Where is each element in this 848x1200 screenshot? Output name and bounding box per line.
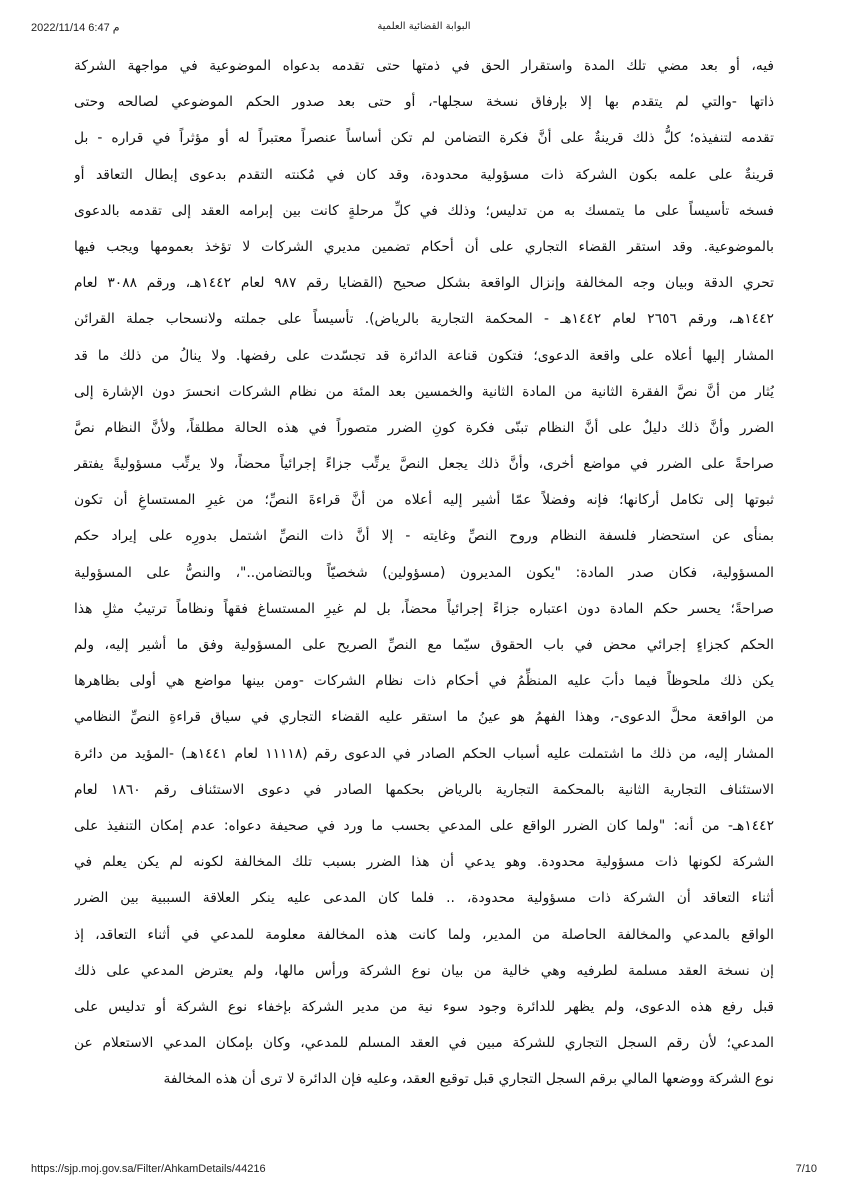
text-line: ١٤٤٢هـ، ورقم ٢٦٥٦ لعام ١٤٤٢هـ - المحكمة التجارية بالرياض). تأسيساً على جملته ولانسحاب جملة القرائن <box>74 311 774 328</box>
site-title: البوابة القضائية العلمية <box>377 21 471 32</box>
text-line: المشار إليها أعلاه على واقعة الدعوى؛ فتكون قناعة الدائرة قد تجسّدت على رفضها. ولا ينالُ من ذلك ما قد <box>74 347 774 364</box>
text-line: أثناء التعاقد أن الشركة ذات مسؤولية محدودة، .. فلما كان المدعى عليه ينكر العلاقة السببية بين الضرر <box>74 890 774 907</box>
text-line: إن نسخة العقد مسلمة لطرفيه وهي خالية من بيان نوع الشركة ورأس مالها، ولم يعترض المدعي على ذلك <box>74 962 774 979</box>
text-line: بمنأى عن استحضار فلسفة النظام وروح النصِّ وغايته - إلا أنَّ ذات النصِّ اشتمل بدورِه على إيراد حكم <box>74 528 774 545</box>
text-line: الحكم كجزاءٍ إجرائي محض في باب الحقوق سيّما مع النصِّ الصريح على المسؤولية وفق ما أشير إليه، ولم <box>74 637 774 653</box>
text-line: ذاتها -والتي لم يتقدم بها إلا بإرفاق نسخة سجلها-، أو حتى بعد صدور الحكم الموضوعي لصالحه وحتى <box>74 94 774 111</box>
page-url[interactable]: https://sjp.moj.gov.sa/Filter/AhkamDetails/44216 <box>31 1163 266 1175</box>
text-line: ١٤٤٢هـ- من أنه: "ولما كان الضرر الواقع على المدعي بحسب ما ورد في صحيفة دعواه: عدم إمكان التنفيذ على <box>74 817 774 834</box>
text-line: قرينةٌ على علمه بكون الشركة ذات مسؤولية محدودة، وقد كان في مُكنته التقدم بدعوى إبطال التعاقد أو <box>74 166 774 183</box>
text-line: ثبوتها إلى تكامل أركانها؛ فإنه وفضلاً عمّا أشير إليه أعلاه من أنَّ قراءةَ النصِّ؛ من غيرِ المستساغِ أن تكون <box>74 492 774 509</box>
text-line: من الواقعة محلَّ الدعوى-، وهذا الفهمُ هو عينُ ما استقر عليه القضاء التجاري في سياق قراءةِ النصِّ النظامي <box>74 709 774 726</box>
text-line: بالموضوعية. وقد استقر القضاء التجاري على أن أحكام تضمين مديري الشركات لا تؤخذ بعمومها ويجب فيها <box>74 238 774 255</box>
text-line: يُثار من أنَّ نصَّ الفقرة الثانية من المادة الثانية والخمسين بعد المئة من نظام الشركات انحسرَ دون الإشارة إلى <box>74 383 774 400</box>
text-line: قبل رفع هذه الدعوى، ولم يظهر للدائرة وجود سوء نية من مدير الشركة بإخفاء نوع الشركة أو تدليس على <box>74 998 774 1015</box>
text-line: تحري الدقة وبيان وجه المخالفة وإنزال الواقعة بشكل صحيح (القضايا رقم ٩٨٧ لعام ١٤٤٢هـ، ورقم ٣٠٨٨ لعام <box>74 275 774 292</box>
print-datetime: 2022/11/14 6:47 م <box>31 22 120 34</box>
text-line: الواقع بالمدعي والمخالفة الحاصلة من المدير، ولما كانت هذه المخالفة معلومة للمدعي في أثناء التعاقد، إذ <box>74 926 774 943</box>
text-line: الشركة لكونها ذات مسؤولية محدودة. وهو يدعي أن هذا الضرر بسبب تلك المخالفة لكونه لم يكن يعلم في <box>74 854 774 871</box>
text-line: فيه، أو بعد مضي تلك المدة واستقرار الحق في ذمتها حتى تقدمه بدعواه الموضوعية في مواجهة الشركة <box>74 58 774 74</box>
text-line: فسخه تأسيساً على ما يتمسك به من تدليس؛ وذلك في كلِّ مرحلةٍ كانت بين إبرامه العقد إلى تقدمه بالدعوى <box>74 202 774 219</box>
text-line: يكن ذلك ملحوظاً فيما دأبَ عليه المنظِّمُ في أحكام ذات نظام الشركات -ومن بينها مواضع هي أولى بظاهرها <box>74 673 774 690</box>
text-line: المدعي؛ لأن رقم السجل التجاري للشركة مبين في العقد المسلم للمدعي، وكان بإمكان المدعي الاستعلام عن <box>74 1035 774 1052</box>
text-line: صراحةً على الضرر في مواضع أخرى، وأنَّ ذلك يجعل النصَّ يرتِّب جزاءً إجرائياً محضاً، ولا يرتِّب مسؤوليةً يفتقر <box>74 456 774 473</box>
text-line: نوع الشركة ووضعها المالي برقم السجل التجاري قبل توقيع العقد، وعليه فإن الدائرة لا ترى أن هذه المخالفة <box>163 1071 774 1088</box>
text-line: صراحةً؛ يحسر حكم المادة دون اعتباره جزاءً إجرائياً محضاً، بل لم غيرِ المستساغ فقهاً ونظاماً ترتيبُ مثلِ هذا <box>74 600 774 617</box>
page-number: 7/10 <box>795 1163 817 1175</box>
text-line: المشار إليه، من ذلك ما اشتملت عليه أسباب الحكم الصادر في الدعوى رقم (١١١١٨ لعام ١٤٤١هـ) -المؤيد من دائرة <box>74 745 774 762</box>
judgment-body-text <box>74 48 774 1097</box>
text-line: الاستئناف التجارية الثانية بالمحكمة التجارية بالرياض بحكمها الصادر في دعوى الاستئناف رقم ١٨٦٠ لعام <box>74 781 774 798</box>
text-line: الضرر وأنَّ ذلك دليلٌ على أنَّ النظام تبنّى فكرة كونِ الضرر متصوراً في هذه الحالة مطلقاً، ولأنَّ النظام نصَّ <box>74 419 774 436</box>
text-line: تقدمه لتنفيذه؛ كلُّ ذلك قرينةٌ على أنَّ فكرة التضامن لم تكن أساساً عنصراً معتبراً له أو مؤثراً في قراره - بل <box>74 130 774 147</box>
text-line: المسؤولية، فكان صدر المادة: "يكون المديرون (مسؤولين) شخصيّاً وبالتضامن.."، والنصُّ على المسؤولية <box>74 564 774 581</box>
